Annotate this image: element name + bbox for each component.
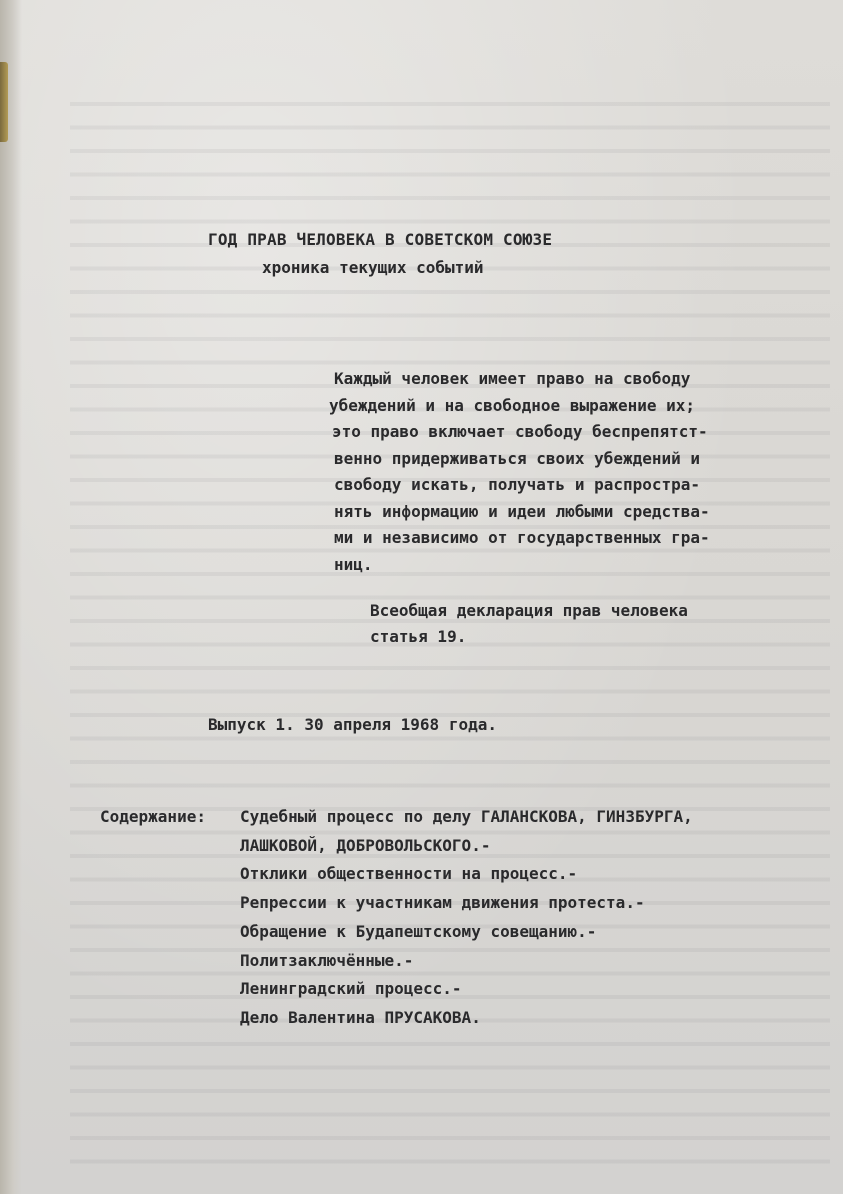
epigraph-line: венно придерживаться своих убеждений и	[334, 448, 701, 468]
epigraph-source-title: Всеобщая декларация прав человека	[370, 601, 688, 620]
contents-item: Дело Валентина ПРУСАКОВА.	[240, 1007, 481, 1027]
epigraph-line: нять информацию и идеи любыми средства-	[334, 501, 710, 521]
contents-item: Отклики общественности на процесс.-	[240, 864, 578, 884]
contents-item: Судебный процесс по делу ГАЛАНСКОВА, ГИНЗБУРГА,	[240, 807, 693, 826]
epigraph-line: Каждый человек имеет право на свободу	[334, 369, 691, 388]
contents-item: Репрессии к участникам движения протеста.-	[240, 893, 645, 913]
epigraph-source-article: статья 19.	[370, 627, 467, 646]
epigraph-line: ми и независимо от государственных гра-	[334, 528, 710, 547]
epigraph-line: это право включает свободу беспрепятст-	[332, 422, 708, 441]
table-of-contents	[100, 803, 820, 1033]
epigraph	[329, 366, 774, 578]
contents-item: ЛАШКОВОЙ, ДОБРОВОЛЬСКОГО.-	[240, 835, 491, 855]
epigraph-line: убеждений и на свободное выражение их;	[329, 395, 696, 415]
contents-item: Обращение к Будапештскому совещанию.-	[240, 921, 597, 941]
document-subtitle: хроника текущих событий	[262, 258, 484, 277]
contents-list	[240, 803, 820, 1033]
epigraph-line: свободу искать, получать и распростра-	[334, 475, 701, 494]
contents-label: Содержание:	[100, 807, 206, 826]
contents-item: Политзаключённые.-	[240, 950, 414, 970]
epigraph-line: ниц.	[334, 554, 373, 574]
document-title: ГОД ПРАВ ЧЕЛОВЕКА В СОВЕТСКОМ СОЮЗЕ	[208, 230, 553, 249]
issue-line: Выпуск 1. 30 апреля 1968 года.	[208, 715, 497, 734]
epigraph-source	[370, 598, 688, 650]
contents-item: Ленинградский процесс.-	[240, 979, 462, 999]
